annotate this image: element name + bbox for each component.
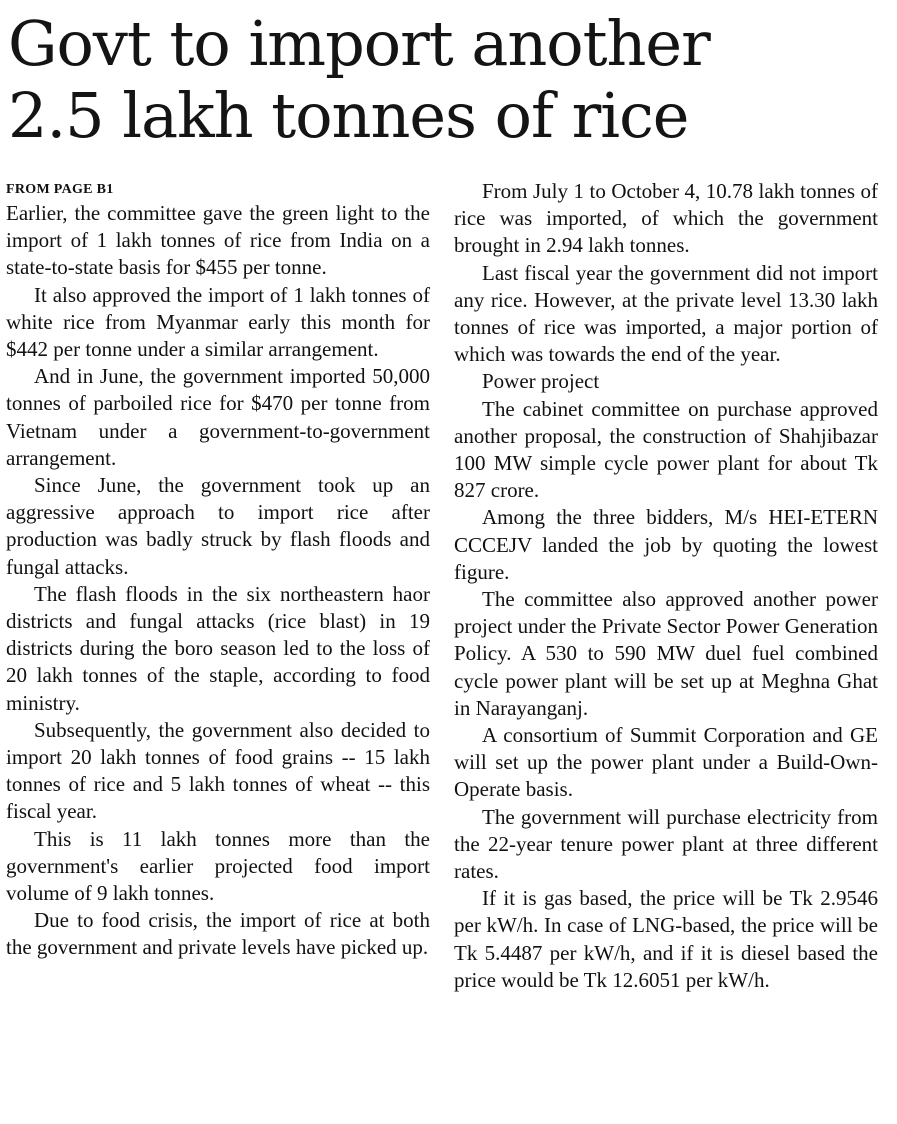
paragraph: The flash floods in the six northeastern haor districts and fungal attacks (rice blast) in 19 districts during the boro season led to the loss of 20 lakh tonnes of the staple, according to food ministry. — [6, 581, 430, 715]
paragraph: Since June, the government took up an aggressive approach to import rice after production was badly struck by flash floods and fungal attacks. — [6, 473, 430, 579]
headline-line-1: Govt to import another — [8, 7, 710, 80]
paragraph: Due to food crisis, the import of rice at both the government and private levels have picked up. — [6, 908, 430, 960]
paragraph: The cabinet committee on purchase approved another proposal, the construction of Shahjibazar 100 MW simple cycle power plant for about Tk 827 crore. — [454, 396, 878, 503]
left-column — [6, 182, 430, 962]
paragraph: This is 11 lakh tonnes more than the government's earlier projected food import volume of 9 lakh tonnes. — [6, 826, 430, 906]
paragraph: Earlier, the committee gave the green light to the import of 1 lakh tonnes of rice from India on a state-to-state basis for $455 per tonne. — [6, 201, 430, 280]
paragraph: A consortium of Summit Corporation and GE will set up the power plant under a Build-Own-Operate basis. — [454, 723, 878, 802]
subheading: Power project — [482, 369, 600, 394]
paragraph: The government will purchase electricity from the 22-year tenure power plant at three different rates. — [454, 804, 878, 884]
paragraph: And in June, the government imported 50,000 tonnes of parboiled rice for $470 per tonne from Vietnam under a government-to-government arrangement. — [6, 364, 430, 470]
paragraph: Last fiscal year the government did not import any rice. However, at the private level 13.30 lakh tonnes of rice was imported, a major portion of which was towards the end of the year. — [454, 260, 878, 367]
paragraph: It also approved the import of 1 lakh tonnes of white rice from Myanmar early this month for $442 per tonne under a similar arrangement. — [6, 282, 430, 362]
kicker: FROM PAGE B1 — [6, 182, 114, 197]
right-column — [454, 178, 878, 994]
headline-line-2: 2.5 lakh tonnes of rice — [8, 79, 689, 152]
paragraph: If it is gas based, the price will be Tk 2.9546 per kW/h. In case of LNG-based, the price will be Tk 5.4487 per kW/h, and if it is diesel based the price would be Tk 12.6051 per kW/h. — [454, 886, 878, 992]
paragraph: Subsequently, the government also decided to import 20 lakh tonnes of food grains -- 15 lakh tonnes of rice and 5 lakh tonnes of wheat -- this fiscal year. — [6, 717, 430, 824]
headline — [8, 8, 888, 152]
paragraph: The committee also approved another power project under the Private Sector Power Generation Policy. A 530 to 590 MW duel fuel combined cycle power plant will be set up at Meghna Ghat in Narayanganj. — [454, 587, 878, 720]
paragraph: Among the three bidders, M/s HEI-ETERN CCCEJV landed the job by quoting the lowest figure. — [454, 505, 878, 584]
paragraph: From July 1 to October 4, 10.78 lakh tonnes of rice was imported, of which the government brought in 2.94 lakh tonnes. — [454, 179, 878, 258]
